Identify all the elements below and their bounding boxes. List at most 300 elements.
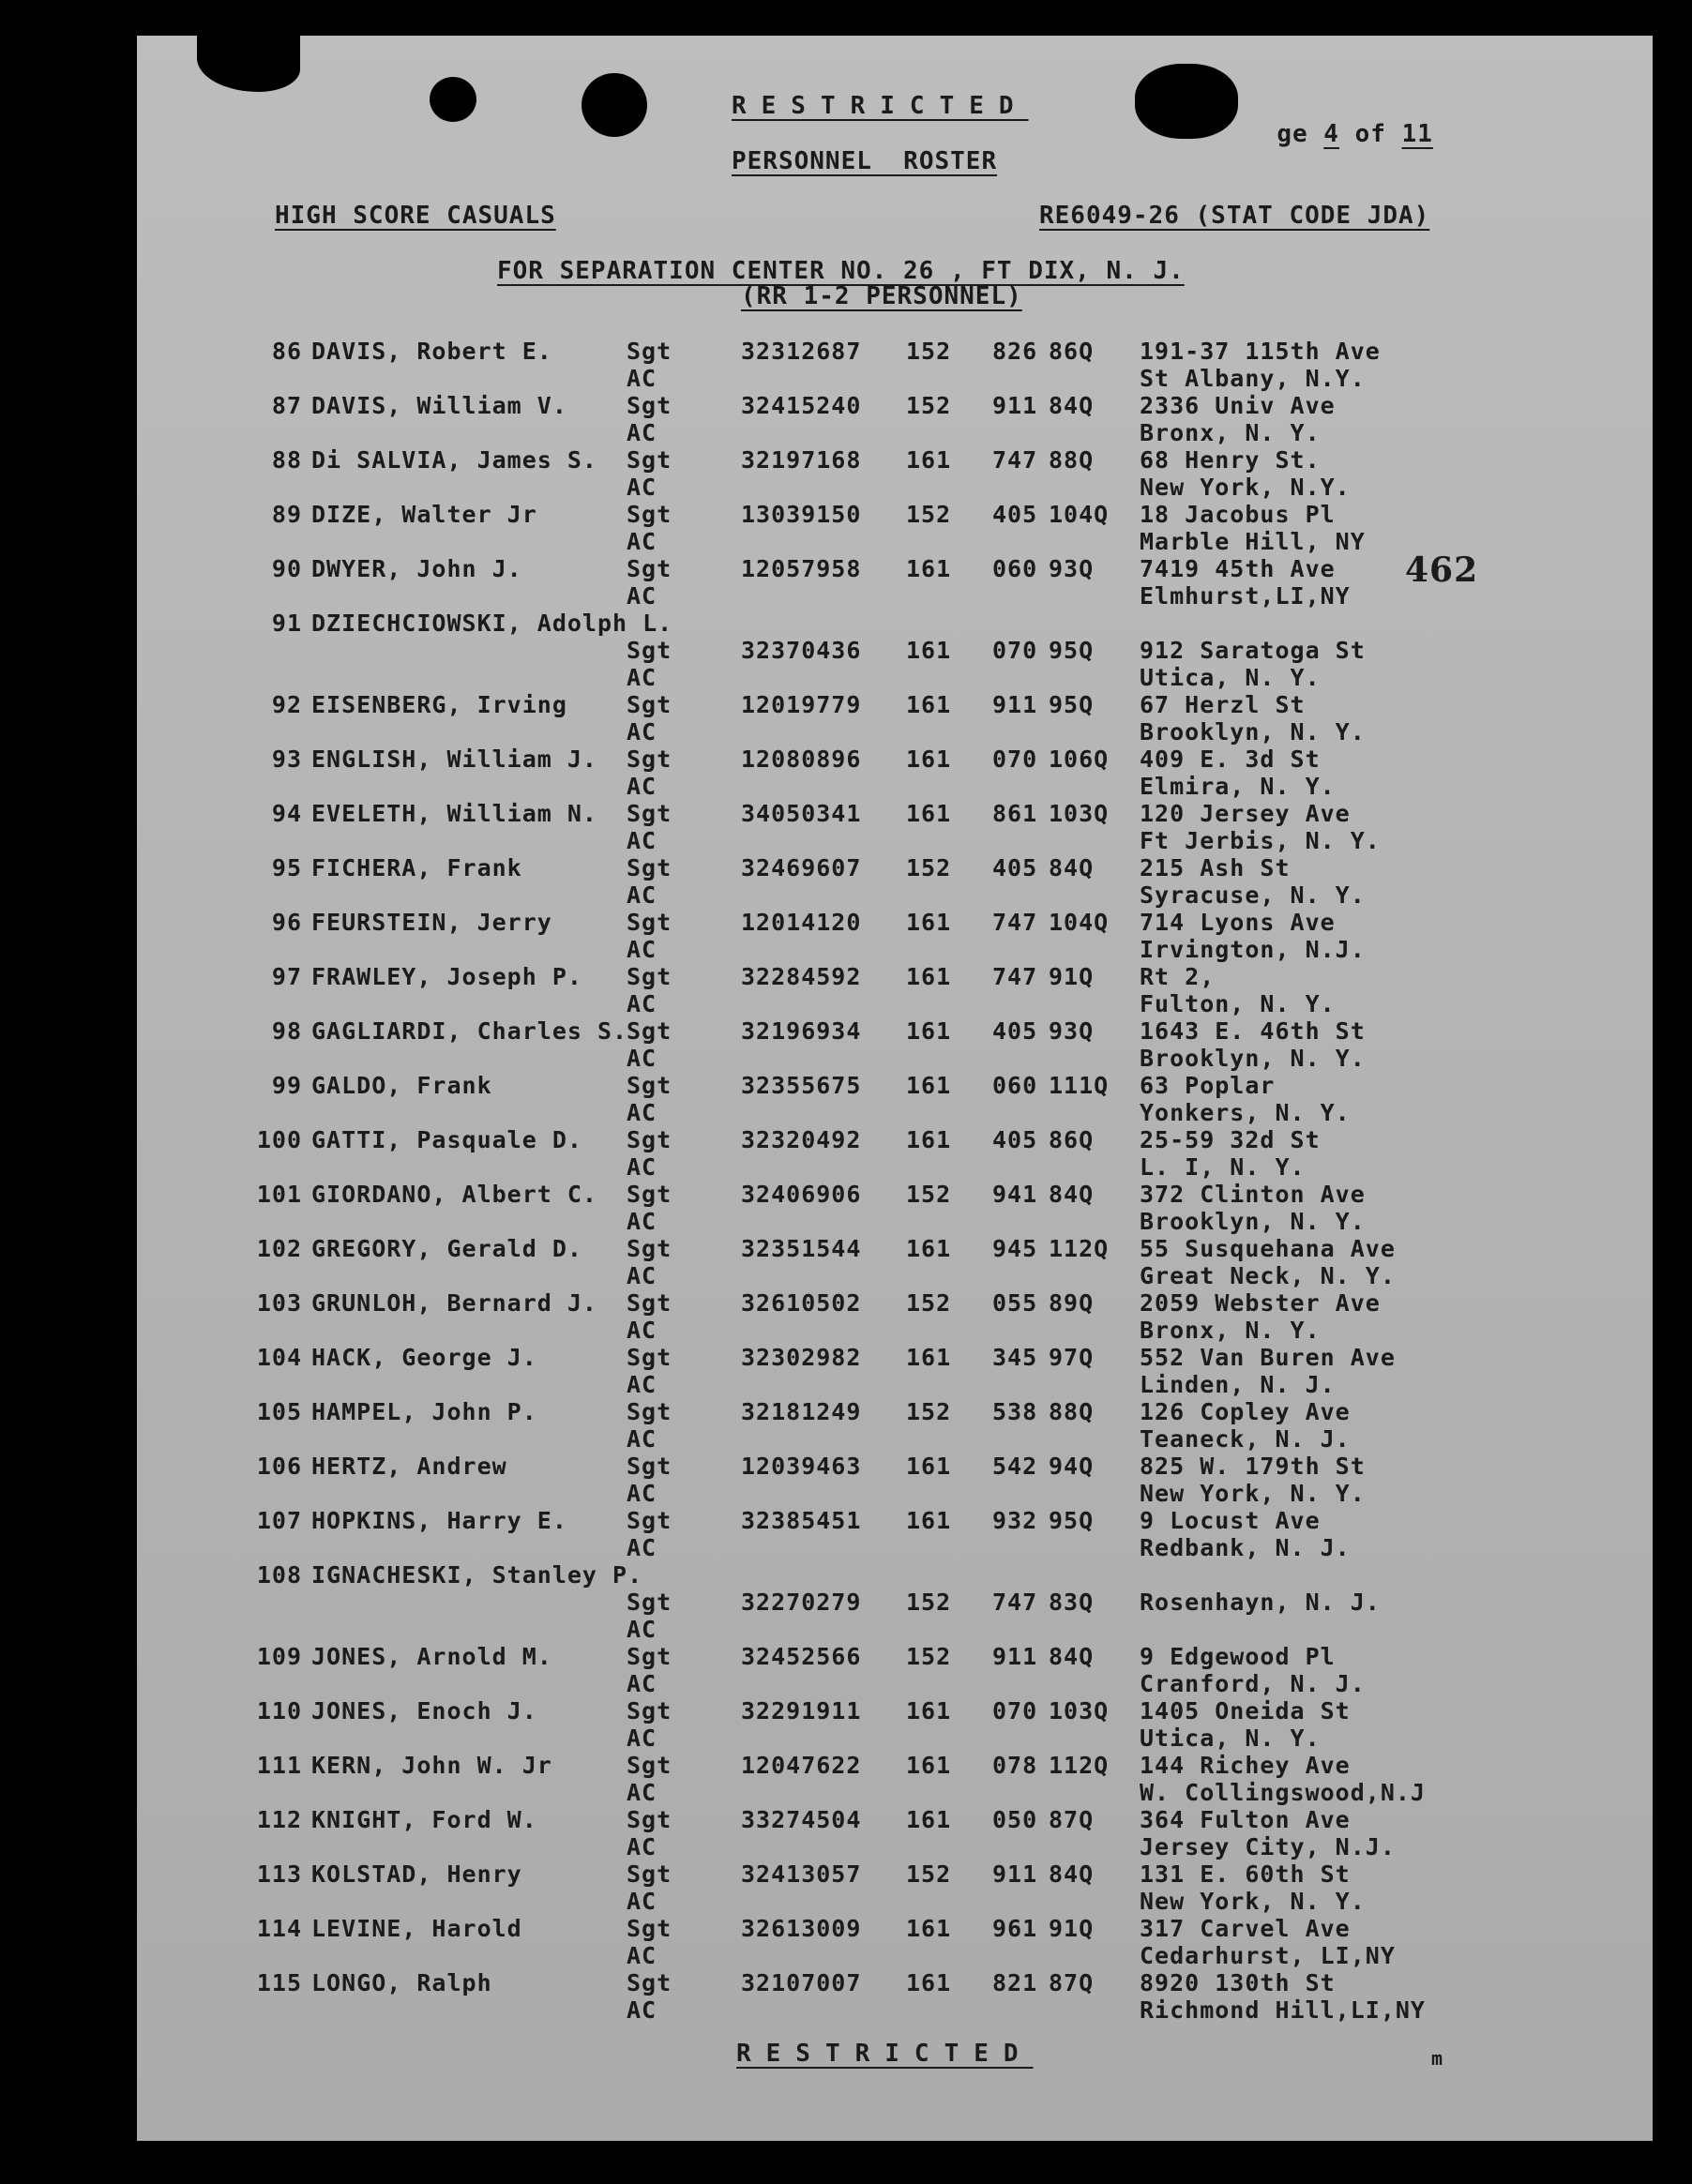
serial-number: 32107007 xyxy=(741,1969,862,1996)
serial-number: 32270279 xyxy=(741,1589,862,1616)
roster-row xyxy=(0,1181,1692,1235)
address-line-2: Brooklyn, N. Y. xyxy=(1140,1208,1366,1235)
member-branch: AC xyxy=(627,1208,657,1235)
score: 104Q xyxy=(1049,501,1110,528)
serial-number: 32610502 xyxy=(741,1289,862,1317)
roster-row xyxy=(0,1453,1692,1507)
serial-number: 32312687 xyxy=(741,338,862,365)
member-grade: Sgt xyxy=(627,1344,672,1371)
member-branch: AC xyxy=(627,1670,657,1697)
code-one: 161 xyxy=(906,1806,952,1833)
address-line-1: 9 Locust Ave xyxy=(1140,1507,1321,1534)
code-one: 161 xyxy=(906,1072,952,1099)
address-line-1: 191-37 115th Ave xyxy=(1140,338,1381,365)
member-grade: Sgt xyxy=(627,1072,672,1099)
code-two: 945 xyxy=(992,1235,1038,1262)
roster-row xyxy=(0,1344,1692,1398)
serial-number: 32413057 xyxy=(741,1860,862,1888)
serial-number: 32291911 xyxy=(741,1697,862,1725)
address-line-1: 68 Henry St. xyxy=(1140,446,1321,474)
member-grade: Sgt xyxy=(627,1915,672,1942)
address-line-1: 1405 Oneida St xyxy=(1140,1697,1351,1725)
code-two: 911 xyxy=(992,691,1038,718)
code-two: 542 xyxy=(992,1453,1038,1480)
code-two: 405 xyxy=(992,501,1038,528)
code-one: 161 xyxy=(906,1126,952,1153)
code-two: 405 xyxy=(992,854,1038,881)
address-line-1: 2336 Univ Ave xyxy=(1140,392,1336,419)
row-number: 98 xyxy=(271,1017,302,1045)
member-name: FICHERA, Frank xyxy=(311,854,522,881)
address-line-1: 67 Herzl St xyxy=(1140,691,1306,718)
address-line-1: 714 Lyons Ave xyxy=(1140,909,1336,936)
address-line-2: Great Neck, N. Y. xyxy=(1140,1262,1396,1289)
member-name: GRUNLOH, Bernard J. xyxy=(311,1289,597,1317)
page-of: of xyxy=(1354,120,1386,148)
address-line-2: Brooklyn, N. Y. xyxy=(1140,718,1366,746)
classification-bottom: RESTRICTED xyxy=(736,2040,1034,2068)
address-line-1: 25-59 32d St xyxy=(1140,1126,1321,1153)
member-name: EISENBERG, Irving xyxy=(311,691,567,718)
roster-row xyxy=(0,392,1692,446)
member-branch: AC xyxy=(627,1045,657,1072)
code-one: 161 xyxy=(906,1915,952,1942)
code-two: 961 xyxy=(992,1915,1038,1942)
roster-row xyxy=(0,909,1692,963)
member-name: ENGLISH, William J. xyxy=(311,746,597,773)
score: 84Q xyxy=(1049,1181,1095,1208)
member-name: HACK, George J. xyxy=(311,1344,537,1371)
address-line-1: 364 Fulton Ave xyxy=(1140,1806,1351,1833)
address-line-2: Elmira, N. Y. xyxy=(1140,773,1336,800)
member-name: Di SALVIA, James S. xyxy=(311,446,597,474)
roster-row xyxy=(0,1507,1692,1561)
score: 106Q xyxy=(1049,746,1110,773)
code-one: 161 xyxy=(906,1235,952,1262)
score: 86Q xyxy=(1049,1126,1095,1153)
code-one: 161 xyxy=(906,1344,952,1371)
roster-row xyxy=(0,1289,1692,1344)
code-one: 152 xyxy=(906,392,952,419)
score: 97Q xyxy=(1049,1344,1095,1371)
member-name: DWYER, John J. xyxy=(311,555,522,582)
code-two: 070 xyxy=(992,637,1038,664)
member-name: HOPKINS, Harry E. xyxy=(311,1507,567,1534)
member-branch: AC xyxy=(627,1371,657,1398)
score: 88Q xyxy=(1049,446,1095,474)
address-line-1: Rosenhayn, N. J. xyxy=(1140,1589,1381,1616)
member-name: JONES, Arnold M. xyxy=(311,1643,552,1670)
code-two: 941 xyxy=(992,1181,1038,1208)
score: 95Q xyxy=(1049,691,1095,718)
member-grade: Sgt xyxy=(627,1806,672,1833)
serial-number: 32415240 xyxy=(741,392,862,419)
roster-row xyxy=(0,1561,1692,1643)
code-one: 152 xyxy=(906,1589,952,1616)
address-line-2: New York, N.Y. xyxy=(1140,474,1351,501)
address-line-2: Utica, N. Y. xyxy=(1140,1725,1321,1752)
serial-number: 12057958 xyxy=(741,555,862,582)
address-line-1: 215 Ash St xyxy=(1140,854,1291,881)
address-line-2: Utica, N. Y. xyxy=(1140,664,1321,691)
row-number: 96 xyxy=(271,909,302,936)
member-name: GREGORY, Gerald D. xyxy=(311,1235,582,1262)
member-name: EVELETH, William N. xyxy=(311,800,597,827)
member-grade: Sgt xyxy=(627,1289,672,1317)
row-number: 110 xyxy=(256,1697,302,1725)
score: 84Q xyxy=(1049,392,1095,419)
member-branch: AC xyxy=(627,936,657,963)
address-line-2: New York, N. Y. xyxy=(1140,1480,1366,1507)
member-branch: AC xyxy=(627,1099,657,1126)
serial-number: 32351544 xyxy=(741,1235,862,1262)
score: 103Q xyxy=(1049,800,1110,827)
address-line-1: 317 Carvel Ave xyxy=(1140,1915,1351,1942)
member-grade: Sgt xyxy=(627,1969,672,1996)
serial-number: 32196934 xyxy=(741,1017,862,1045)
member-branch: AC xyxy=(627,1942,657,1969)
serial-number: 32355675 xyxy=(741,1072,862,1099)
member-name: KOLSTAD, Henry xyxy=(311,1860,522,1888)
roster-row xyxy=(0,800,1692,854)
code-one: 161 xyxy=(906,1752,952,1779)
row-number: 87 xyxy=(271,392,302,419)
code-two: 345 xyxy=(992,1344,1038,1371)
member-branch: AC xyxy=(627,1317,657,1344)
roster-row xyxy=(0,691,1692,746)
code-two: 060 xyxy=(992,555,1038,582)
code-two: 932 xyxy=(992,1507,1038,1534)
member-branch: AC xyxy=(627,1425,657,1453)
member-name: HERTZ, Andrew xyxy=(311,1453,507,1480)
score: 94Q xyxy=(1049,1453,1095,1480)
member-name: DZIECHCIOWSKI, Adolph L. xyxy=(311,610,673,637)
score: 88Q xyxy=(1049,1398,1095,1425)
code-two: 911 xyxy=(992,392,1038,419)
member-grade: Sgt xyxy=(627,1507,672,1534)
row-number: 90 xyxy=(271,555,302,582)
member-name: KERN, John W. Jr xyxy=(311,1752,552,1779)
member-grade: Sgt xyxy=(627,1643,672,1670)
row-number: 91 xyxy=(271,610,302,637)
member-grade: Sgt xyxy=(627,963,672,990)
serial-number: 32197168 xyxy=(741,446,862,474)
serial-number: 32320492 xyxy=(741,1126,862,1153)
member-branch: AC xyxy=(627,1725,657,1752)
code-one: 152 xyxy=(906,1643,952,1670)
member-name: GAGLIARDI, Charles S. xyxy=(311,1017,628,1045)
code-one: 161 xyxy=(906,637,952,664)
member-branch: AC xyxy=(627,365,657,392)
code-one: 152 xyxy=(906,1181,952,1208)
member-grade: Sgt xyxy=(627,1398,672,1425)
row-number: 86 xyxy=(271,338,302,365)
address-line-2: Brooklyn, N. Y. xyxy=(1140,1045,1366,1072)
member-branch: AC xyxy=(627,1534,657,1561)
corner-mark: m xyxy=(1431,2047,1444,2070)
code-two: 405 xyxy=(992,1017,1038,1045)
serial-number: 32469607 xyxy=(741,854,862,881)
member-branch: AC xyxy=(627,664,657,691)
subtitle-line: (RR 1-2 PERSONNEL) xyxy=(741,282,1022,310)
member-grade: Sgt xyxy=(627,392,672,419)
serial-number: 33274504 xyxy=(741,1806,862,1833)
row-number: 92 xyxy=(271,691,302,718)
address-line-1: 2059 Webster Ave xyxy=(1140,1289,1381,1317)
code-two: 747 xyxy=(992,909,1038,936)
address-line-2: W. Collingswood,N.J xyxy=(1140,1779,1426,1806)
member-name: GALDO, Frank xyxy=(311,1072,492,1099)
row-number: 106 xyxy=(256,1453,302,1480)
code-two: 747 xyxy=(992,963,1038,990)
member-grade: Sgt xyxy=(627,1126,672,1153)
row-number: 108 xyxy=(256,1561,302,1589)
member-branch: AC xyxy=(627,474,657,501)
code-one: 161 xyxy=(906,691,952,718)
code-two: 538 xyxy=(992,1398,1038,1425)
member-grade: Sgt xyxy=(627,1752,672,1779)
roster-row xyxy=(0,1017,1692,1072)
member-branch: AC xyxy=(627,1888,657,1915)
address-line-2: Syracuse, N. Y. xyxy=(1140,881,1366,909)
address-line-2: Cranford, N. J. xyxy=(1140,1670,1366,1697)
address-line-1: 7419 45th Ave xyxy=(1140,555,1336,582)
member-name: HAMPEL, John P. xyxy=(311,1398,537,1425)
member-name: DAVIS, William V. xyxy=(311,392,567,419)
code-one: 161 xyxy=(906,909,952,936)
address-line-1: 825 W. 179th St xyxy=(1140,1453,1366,1480)
roster-row xyxy=(0,746,1692,800)
row-number: 93 xyxy=(271,746,302,773)
serial-number: 12080896 xyxy=(741,746,862,773)
address-line-1: 63 Poplar xyxy=(1140,1072,1276,1099)
code-two: 055 xyxy=(992,1289,1038,1317)
row-number: 99 xyxy=(271,1072,302,1099)
address-line-2: Linden, N. J. xyxy=(1140,1371,1336,1398)
reference-code: RE6049-26 (STAT CODE JDA) xyxy=(1039,202,1430,230)
member-branch: AC xyxy=(627,1480,657,1507)
code-one: 152 xyxy=(906,1860,952,1888)
roster-row xyxy=(0,338,1692,392)
code-one: 161 xyxy=(906,1507,952,1534)
stamp-number: 462 xyxy=(1405,550,1479,590)
member-grade: Sgt xyxy=(627,338,672,365)
score: 95Q xyxy=(1049,1507,1095,1534)
code-two: 070 xyxy=(992,1697,1038,1725)
address-line-1: 372 Clinton Ave xyxy=(1140,1181,1366,1208)
code-one: 161 xyxy=(906,1697,952,1725)
code-two: 747 xyxy=(992,446,1038,474)
member-grade: Sgt xyxy=(627,800,672,827)
code-two: 861 xyxy=(992,800,1038,827)
page-total: 11 xyxy=(1401,120,1433,148)
code-one: 152 xyxy=(906,1398,952,1425)
address-line-1: 912 Saratoga St xyxy=(1140,637,1366,664)
code-one: 152 xyxy=(906,854,952,881)
address-line-1: 1643 E. 46th St xyxy=(1140,1017,1366,1045)
member-branch: AC xyxy=(627,528,657,555)
serial-number: 32406906 xyxy=(741,1181,862,1208)
address-line-2: Ft Jerbis, N. Y. xyxy=(1140,827,1381,854)
serial-number: 32613009 xyxy=(741,1915,862,1942)
roster-row xyxy=(0,963,1692,1017)
address-line-1: Rt 2, xyxy=(1140,963,1216,990)
code-two: 405 xyxy=(992,1126,1038,1153)
classification-top: RESTRICTED xyxy=(732,92,1029,120)
address-line-2: Fulton, N. Y. xyxy=(1140,990,1336,1017)
code-two: 911 xyxy=(992,1643,1038,1670)
code-two: 078 xyxy=(992,1752,1038,1779)
roster-row xyxy=(0,1126,1692,1181)
score: 91Q xyxy=(1049,1915,1095,1942)
address-line-2: Irvington, N.J. xyxy=(1140,936,1366,963)
member-grade: Sgt xyxy=(627,1235,672,1262)
member-grade: Sgt xyxy=(627,555,672,582)
member-grade: Sgt xyxy=(627,637,672,664)
member-name: DIZE, Walter Jr xyxy=(311,501,537,528)
member-grade: Sgt xyxy=(627,691,672,718)
serial-number: 32370436 xyxy=(741,637,862,664)
roster-row xyxy=(0,1860,1692,1915)
member-grade: Sgt xyxy=(627,1453,672,1480)
score: 93Q xyxy=(1049,1017,1095,1045)
member-name: DAVIS, Robert E. xyxy=(311,338,552,365)
row-number: 95 xyxy=(271,854,302,881)
roster-row xyxy=(0,1072,1692,1126)
member-branch: AC xyxy=(627,990,657,1017)
serial-number: 12019779 xyxy=(741,691,862,718)
address-line-2: L. I, N. Y. xyxy=(1140,1153,1306,1181)
roster-row xyxy=(0,610,1692,691)
score: 95Q xyxy=(1049,637,1095,664)
address-line-2: Yonkers, N. Y. xyxy=(1140,1099,1351,1126)
row-number: 102 xyxy=(256,1235,302,1262)
serial-number: 13039150 xyxy=(741,501,862,528)
member-name: FEURSTEIN, Jerry xyxy=(311,909,552,936)
serial-number: 32181249 xyxy=(741,1398,862,1425)
row-number: 101 xyxy=(256,1181,302,1208)
address-line-1: 55 Susquehana Ave xyxy=(1140,1235,1396,1262)
member-grade: Sgt xyxy=(627,746,672,773)
page-number: 4 xyxy=(1323,120,1339,148)
row-number: 111 xyxy=(256,1752,302,1779)
address-line-2: New York, N. Y. xyxy=(1140,1888,1366,1915)
roster-row xyxy=(0,1752,1692,1806)
roster-title: PERSONNEL ROSTER xyxy=(732,147,998,175)
member-grade: Sgt xyxy=(627,446,672,474)
serial-number: 32452566 xyxy=(741,1643,862,1670)
roster-row xyxy=(0,1398,1692,1453)
code-one: 161 xyxy=(906,963,952,990)
row-number: 97 xyxy=(271,963,302,990)
roster-row xyxy=(0,1915,1692,1969)
row-number: 94 xyxy=(271,800,302,827)
row-number: 89 xyxy=(271,501,302,528)
serial-number: 12014120 xyxy=(741,909,862,936)
score: 104Q xyxy=(1049,909,1110,936)
member-name: IGNACHESKI, Stanley P. xyxy=(311,1561,643,1589)
address-line-2: Richmond Hill,LI,NY xyxy=(1140,1996,1426,2024)
code-two: 070 xyxy=(992,746,1038,773)
member-grade: Sgt xyxy=(627,1860,672,1888)
member-branch: AC xyxy=(627,718,657,746)
score: 91Q xyxy=(1049,963,1095,990)
score: 84Q xyxy=(1049,854,1095,881)
serial-number: 32284592 xyxy=(741,963,862,990)
member-grade: Sgt xyxy=(627,909,672,936)
serial-number: 34050341 xyxy=(741,800,862,827)
roster-row xyxy=(0,1235,1692,1289)
row-number: 105 xyxy=(256,1398,302,1425)
roster-row xyxy=(0,501,1692,555)
score: 84Q xyxy=(1049,1860,1095,1888)
code-two: 060 xyxy=(992,1072,1038,1099)
address-line-2: Marble Hill, NY xyxy=(1140,528,1366,555)
score: 84Q xyxy=(1049,1643,1095,1670)
row-number: 109 xyxy=(256,1643,302,1670)
member-grade: Sgt xyxy=(627,1017,672,1045)
code-one: 152 xyxy=(906,338,952,365)
roster-row xyxy=(0,555,1692,610)
roster-row xyxy=(0,1643,1692,1697)
member-name: KNIGHT, Ford W. xyxy=(311,1806,537,1833)
member-branch: AC xyxy=(627,773,657,800)
address-line-2: Teaneck, N. J. xyxy=(1140,1425,1351,1453)
row-number: 103 xyxy=(256,1289,302,1317)
row-number: 114 xyxy=(256,1915,302,1942)
code-one: 161 xyxy=(906,1453,952,1480)
roster-row xyxy=(0,1806,1692,1860)
roster-row xyxy=(0,446,1692,501)
member-name: JONES, Enoch J. xyxy=(311,1697,537,1725)
code-two: 050 xyxy=(992,1806,1038,1833)
member-branch: AC xyxy=(627,881,657,909)
address-line-1: 126 Copley Ave xyxy=(1140,1398,1351,1425)
address-line-2: Cedarhurst, LI,NY xyxy=(1140,1942,1396,1969)
serial-number: 32302982 xyxy=(741,1344,862,1371)
row-number: 104 xyxy=(256,1344,302,1371)
member-grade: Sgt xyxy=(627,501,672,528)
score: 112Q xyxy=(1049,1235,1110,1262)
member-branch: AC xyxy=(627,419,657,446)
roster-row xyxy=(0,1697,1692,1752)
address-line-2: Elmhurst,LI,NY xyxy=(1140,582,1351,610)
member-branch: AC xyxy=(627,1616,657,1643)
address-line-1: 552 Van Buren Ave xyxy=(1140,1344,1396,1371)
member-branch: AC xyxy=(627,1996,657,2024)
code-one: 152 xyxy=(906,501,952,528)
member-branch: AC xyxy=(627,1262,657,1289)
code-two: 821 xyxy=(992,1969,1038,1996)
address-line-2: Bronx, N. Y. xyxy=(1140,419,1321,446)
member-name: GIORDANO, Albert C. xyxy=(311,1181,597,1208)
row-number: 115 xyxy=(256,1969,302,1996)
code-two: 747 xyxy=(992,1589,1038,1616)
code-one: 161 xyxy=(906,1969,952,1996)
score: 87Q xyxy=(1049,1806,1095,1833)
member-grade: Sgt xyxy=(627,854,672,881)
row-number: 113 xyxy=(256,1860,302,1888)
member-grade: Sgt xyxy=(627,1589,672,1616)
code-two: 826 xyxy=(992,338,1038,365)
member-name: LEVINE, Harold xyxy=(311,1915,522,1942)
member-branch: AC xyxy=(627,1779,657,1806)
address-line-2: Bronx, N. Y. xyxy=(1140,1317,1321,1344)
address-line-1: 120 Jersey Ave xyxy=(1140,800,1351,827)
member-branch: AC xyxy=(627,827,657,854)
code-two: 911 xyxy=(992,1860,1038,1888)
code-one: 161 xyxy=(906,800,952,827)
